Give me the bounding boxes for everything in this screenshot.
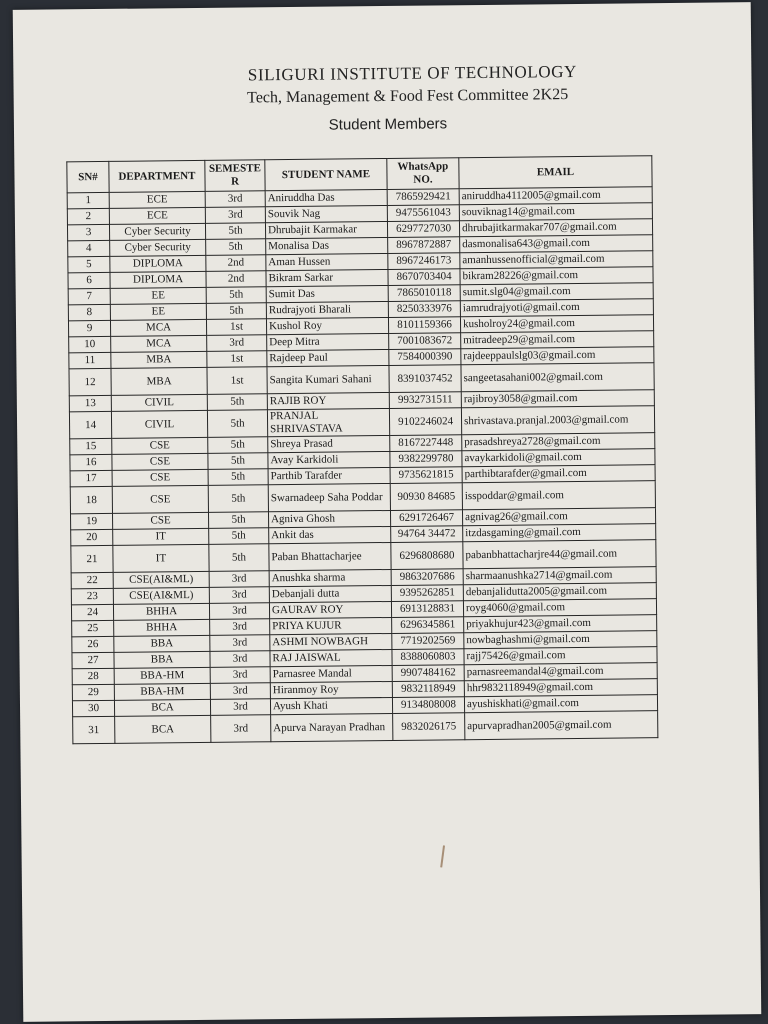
cell-email: apurvapradhan2005@gmail.com	[465, 711, 658, 740]
cell-student-name: Swarnadeep Saha Poddar	[268, 483, 390, 511]
cell-semester: 3rd	[205, 191, 265, 208]
cell-student-name: Rudrajyoti Bharali	[266, 301, 388, 318]
cell-sn: 8	[68, 304, 110, 320]
cell-email: isspoddar@gmail.com	[462, 481, 655, 510]
cell-sn: 29	[72, 684, 114, 700]
cell-student-name: Rajdeep Paul	[267, 349, 389, 366]
cell-student-name: ASHMI NOWBAGH	[270, 633, 392, 650]
cell-student-name: Bikram Sarkar	[266, 269, 388, 286]
cell-semester: 5th	[208, 469, 268, 486]
col-header-student-name: STUDENT NAME	[265, 158, 387, 190]
cell-email: dasmonalisa643@gmail.com	[460, 235, 653, 253]
cell-email: royg4060@gmail.com	[463, 599, 656, 617]
institution-title: SILIGURI INSTITUTE OF TECHNOLOGY	[247, 61, 578, 85]
cell-whatsapp: 8250333976	[388, 301, 460, 318]
committee-title: Tech, Management & Food Fest Committee 2K25	[247, 86, 569, 107]
cell-email: sumit.slg04@gmail.com	[460, 283, 653, 301]
cell-sn: 12	[69, 368, 111, 395]
cell-sn: 31	[73, 716, 115, 743]
cell-semester: 3rd	[209, 587, 269, 604]
cell-semester: 5th	[206, 303, 266, 320]
cell-student-name: Souvik Nag	[265, 205, 387, 222]
cell-whatsapp: 6291726467	[390, 510, 462, 527]
cell-student-name: Anushka sharma	[269, 569, 391, 586]
cell-semester: 1st	[206, 319, 266, 336]
cell-email: souviknag14@gmail.com	[459, 203, 652, 221]
cell-student-name: PRANJAL SHRIVASTAVA	[267, 408, 389, 436]
cell-semester: 5th	[205, 223, 265, 240]
cell-semester: 1st	[207, 351, 267, 368]
cell-whatsapp: 6913128831	[391, 601, 463, 618]
cell-semester: 3rd	[210, 635, 270, 652]
cell-sn: 27	[72, 652, 114, 668]
cell-department: CIVIL	[111, 394, 207, 411]
cell-semester: 5th	[208, 512, 268, 529]
cell-semester: 3rd	[210, 699, 270, 716]
cell-whatsapp: 9382299780	[390, 451, 462, 468]
cell-semester: 5th	[209, 544, 269, 572]
cell-email: kusholroy24@gmail.com	[460, 315, 653, 333]
cell-semester: 3rd	[205, 207, 265, 224]
cell-department: DIPLOMA	[110, 271, 206, 288]
cell-student-name: Parnasree Mandal	[270, 665, 392, 682]
cell-student-name: RAJ JAISWAL	[270, 649, 392, 666]
cell-email: iamrudrajyoti@gmail.com	[460, 299, 653, 317]
cell-sn: 22	[71, 572, 113, 588]
members-table	[66, 155, 658, 744]
cell-email: dhrubajitkarmakar707@gmail.com	[459, 219, 652, 237]
cell-department: CSE	[112, 453, 208, 470]
cell-student-name: Sangita Kumari Sahani	[267, 365, 389, 393]
cell-department: CSE	[112, 437, 208, 454]
cell-whatsapp: 8167227448	[390, 435, 462, 452]
cell-whatsapp: 8101159366	[388, 317, 460, 334]
cell-department: BBA	[114, 651, 210, 668]
cell-email: pabanbhattacharjre44@gmail.com	[463, 540, 656, 569]
cell-email: agnivag26@gmail.com	[462, 508, 655, 526]
cell-sn: 4	[68, 240, 110, 256]
cell-semester: 3rd	[211, 715, 271, 743]
cell-department: IT	[113, 528, 209, 545]
cell-student-name: Ayush Khati	[270, 697, 392, 714]
cell-sn: 14	[69, 411, 111, 438]
cell-student-name: Debanjali dutta	[269, 585, 391, 602]
cell-sn: 10	[69, 336, 111, 352]
cell-department: MBA	[111, 367, 207, 395]
cell-whatsapp: 7865010118	[388, 285, 460, 302]
table-body	[67, 187, 658, 744]
cell-email: itzdasgaming@gmail.com	[463, 524, 656, 542]
cell-department: CIVIL	[111, 410, 207, 438]
cell-whatsapp: 7001083672	[389, 333, 461, 350]
cell-whatsapp: 90930 84685	[390, 483, 462, 511]
cell-department: BHHA	[114, 619, 210, 636]
document-header	[13, 60, 752, 137]
cell-semester: 3rd	[210, 667, 270, 684]
cell-department: MCA	[111, 335, 207, 352]
cell-department: CSE	[112, 512, 208, 529]
cell-semester: 5th	[208, 437, 268, 454]
cell-sn: 5	[68, 256, 110, 272]
cell-department: BBA-HM	[114, 683, 210, 700]
cell-whatsapp: 9907484162	[392, 665, 464, 682]
cell-whatsapp: 9832118949	[392, 681, 464, 698]
cell-sn: 19	[71, 513, 113, 529]
cell-sn: 23	[71, 588, 113, 604]
paper-sheet	[13, 2, 762, 1022]
cell-semester: 5th	[207, 410, 267, 438]
cell-email: rajibroy3058@gmail.com	[461, 390, 654, 408]
cell-semester: 3rd	[210, 651, 270, 668]
cell-whatsapp: 9395262851	[391, 585, 463, 602]
cell-department: MBA	[111, 351, 207, 368]
cell-whatsapp: 7584000390	[389, 349, 461, 366]
cell-semester: 2nd	[206, 255, 266, 272]
cell-department: IT	[113, 544, 209, 572]
cell-email: hhr9832118949@gmail.com	[464, 679, 657, 697]
pen-mark	[440, 845, 445, 867]
cell-whatsapp: 9863207686	[391, 569, 463, 586]
cell-whatsapp: 7719202569	[392, 633, 464, 650]
cell-semester: 3rd	[210, 683, 270, 700]
cell-sn: 6	[68, 272, 110, 288]
cell-sn: 13	[69, 395, 111, 411]
cell-whatsapp: 6297727030	[387, 221, 459, 238]
col-header-semester: SEMESTER	[205, 160, 265, 192]
cell-department: EE	[110, 303, 206, 320]
cell-department: CSE	[112, 485, 208, 513]
cell-department: BBA	[114, 635, 210, 652]
cell-whatsapp: 9102246024	[389, 408, 461, 436]
cell-whatsapp: 9735621815	[390, 467, 462, 484]
cell-whatsapp: 9475561043	[387, 205, 459, 222]
cell-email: bikram28226@gmail.com	[460, 267, 653, 285]
cell-email: aniruddha4112005@gmail.com	[459, 187, 652, 205]
cell-semester: 3rd	[209, 603, 269, 620]
cell-student-name: Kushol Roy	[266, 317, 388, 334]
cell-student-name: Agniva Ghosh	[268, 510, 390, 527]
cell-whatsapp: 6296808680	[391, 542, 463, 570]
cell-department: BHHA	[113, 603, 209, 620]
cell-student-name: Hiranmoy Roy	[270, 681, 392, 698]
cell-sn: 11	[69, 352, 111, 368]
cell-department: CSE(AI&ML)	[113, 587, 209, 604]
cell-semester: 1st	[207, 367, 267, 395]
cell-email: priyakhujur423@gmail.com	[464, 615, 657, 633]
cell-department: Cyber Security	[110, 239, 206, 256]
col-header-email: EMAIL	[459, 156, 652, 189]
cell-department: BBA-HM	[114, 667, 210, 684]
cell-department: EE	[110, 287, 206, 304]
cell-student-name: RAJIB ROY	[267, 392, 389, 409]
cell-student-name: GAURAV ROY	[269, 601, 391, 618]
cell-email: mitradeep29@gmail.com	[461, 331, 654, 349]
cell-student-name: Shreya Prasad	[268, 435, 390, 452]
cell-student-name: Dhrubajit Karmakar	[265, 221, 387, 238]
cell-email: debanjalidutta2005@gmail.com	[463, 583, 656, 601]
cell-department: BCA	[114, 699, 210, 716]
cell-sn: 21	[71, 545, 113, 572]
cell-whatsapp: 8670703404	[388, 269, 460, 286]
cell-department: CSE(AI&ML)	[113, 571, 209, 588]
cell-student-name: Aman Hussen	[266, 253, 388, 270]
cell-email: prasadshreya2728@gmail.com	[462, 433, 655, 451]
cell-sn: 7	[68, 288, 110, 304]
cell-student-name: Parthib Tarafder	[268, 467, 390, 484]
cell-email: parnasreemandal4@gmail.com	[464, 663, 657, 681]
cell-email: nowbaghashmi@gmail.com	[464, 631, 657, 649]
cell-email: avaykarkidoli@gmail.com	[462, 449, 655, 467]
cell-sn: 1	[67, 192, 109, 208]
cell-semester: 5th	[206, 287, 266, 304]
cell-student-name: PRIYA KUJUR	[270, 617, 392, 634]
cell-sn: 17	[70, 470, 112, 486]
cell-email: rajj75426@gmail.com	[464, 647, 657, 665]
cell-semester: 3rd	[209, 571, 269, 588]
cell-semester: 2nd	[206, 271, 266, 288]
col-header-department: DEPARTMENT	[109, 160, 205, 192]
cell-whatsapp: 8967872887	[388, 237, 460, 254]
cell-email: sharmaanushka2714@gmail.com	[463, 567, 656, 585]
cell-sn: 20	[71, 529, 113, 545]
cell-sn: 28	[72, 668, 114, 684]
page-subtitle: Student Members	[328, 115, 448, 134]
cell-sn: 15	[70, 438, 112, 454]
cell-sn: 25	[72, 620, 114, 636]
cell-semester: 5th	[208, 453, 268, 470]
cell-email: ayushiskhati@gmail.com	[464, 695, 657, 713]
cell-department: Cyber Security	[109, 223, 205, 240]
table-row	[73, 711, 658, 744]
cell-whatsapp: 9932731511	[389, 392, 461, 409]
col-header-whatsapp: WhatsApp NO.	[387, 158, 459, 190]
cell-student-name: Aniruddha Das	[265, 189, 387, 206]
cell-sn: 16	[70, 454, 112, 470]
cell-semester: 5th	[206, 239, 266, 256]
cell-email: sangeetasahani002@gmail.com	[461, 363, 654, 392]
cell-whatsapp: 8967246173	[388, 253, 460, 270]
cell-whatsapp: 8388060803	[392, 649, 464, 666]
cell-sn: 30	[72, 700, 114, 716]
cell-whatsapp: 6296345861	[392, 617, 464, 634]
cell-semester: 3rd	[207, 335, 267, 352]
cell-student-name: Paban Bhattacharjee	[269, 542, 391, 570]
col-header-sn: SN#	[67, 161, 109, 192]
cell-student-name: Avay Karkidoli	[268, 451, 390, 468]
cell-department: ECE	[109, 191, 205, 208]
cell-department: BCA	[115, 715, 211, 743]
cell-sn: 18	[70, 486, 112, 513]
cell-whatsapp: 9134808008	[392, 697, 464, 714]
cell-whatsapp: 8391037452	[389, 365, 461, 393]
cell-semester: 3rd	[210, 619, 270, 636]
cell-semester: 5th	[208, 485, 268, 513]
cell-whatsapp: 94764 34472	[391, 526, 463, 543]
cell-department: MCA	[110, 319, 206, 336]
cell-whatsapp: 7865929421	[387, 189, 459, 206]
cell-sn: 3	[67, 224, 109, 240]
cell-student-name: Deep Mitra	[267, 333, 389, 350]
cell-semester: 5th	[207, 394, 267, 411]
cell-student-name: Sumit Das	[266, 285, 388, 302]
cell-department: DIPLOMA	[110, 255, 206, 272]
cell-semester: 5th	[209, 528, 269, 545]
cell-sn: 9	[68, 320, 110, 336]
cell-department: ECE	[109, 207, 205, 224]
cell-sn: 26	[72, 636, 114, 652]
cell-department: CSE	[112, 469, 208, 486]
cell-email: amanhussenofficial@gmail.com	[460, 251, 653, 269]
cell-sn: 2	[67, 208, 109, 224]
cell-sn: 24	[71, 604, 113, 620]
cell-email: parthibtarafder@gmail.com	[462, 465, 655, 483]
cell-email: shrivastava.pranjal.2003@gmail.com	[461, 406, 654, 435]
cell-student-name: Apurva Narayan Pradhan	[271, 713, 393, 741]
cell-student-name: Monalisa Das	[266, 237, 388, 254]
cell-student-name: Ankit das	[269, 526, 391, 543]
cell-email: rajdeeppaulslg03@gmail.com	[461, 347, 654, 365]
cell-whatsapp: 9832026175	[393, 713, 465, 741]
